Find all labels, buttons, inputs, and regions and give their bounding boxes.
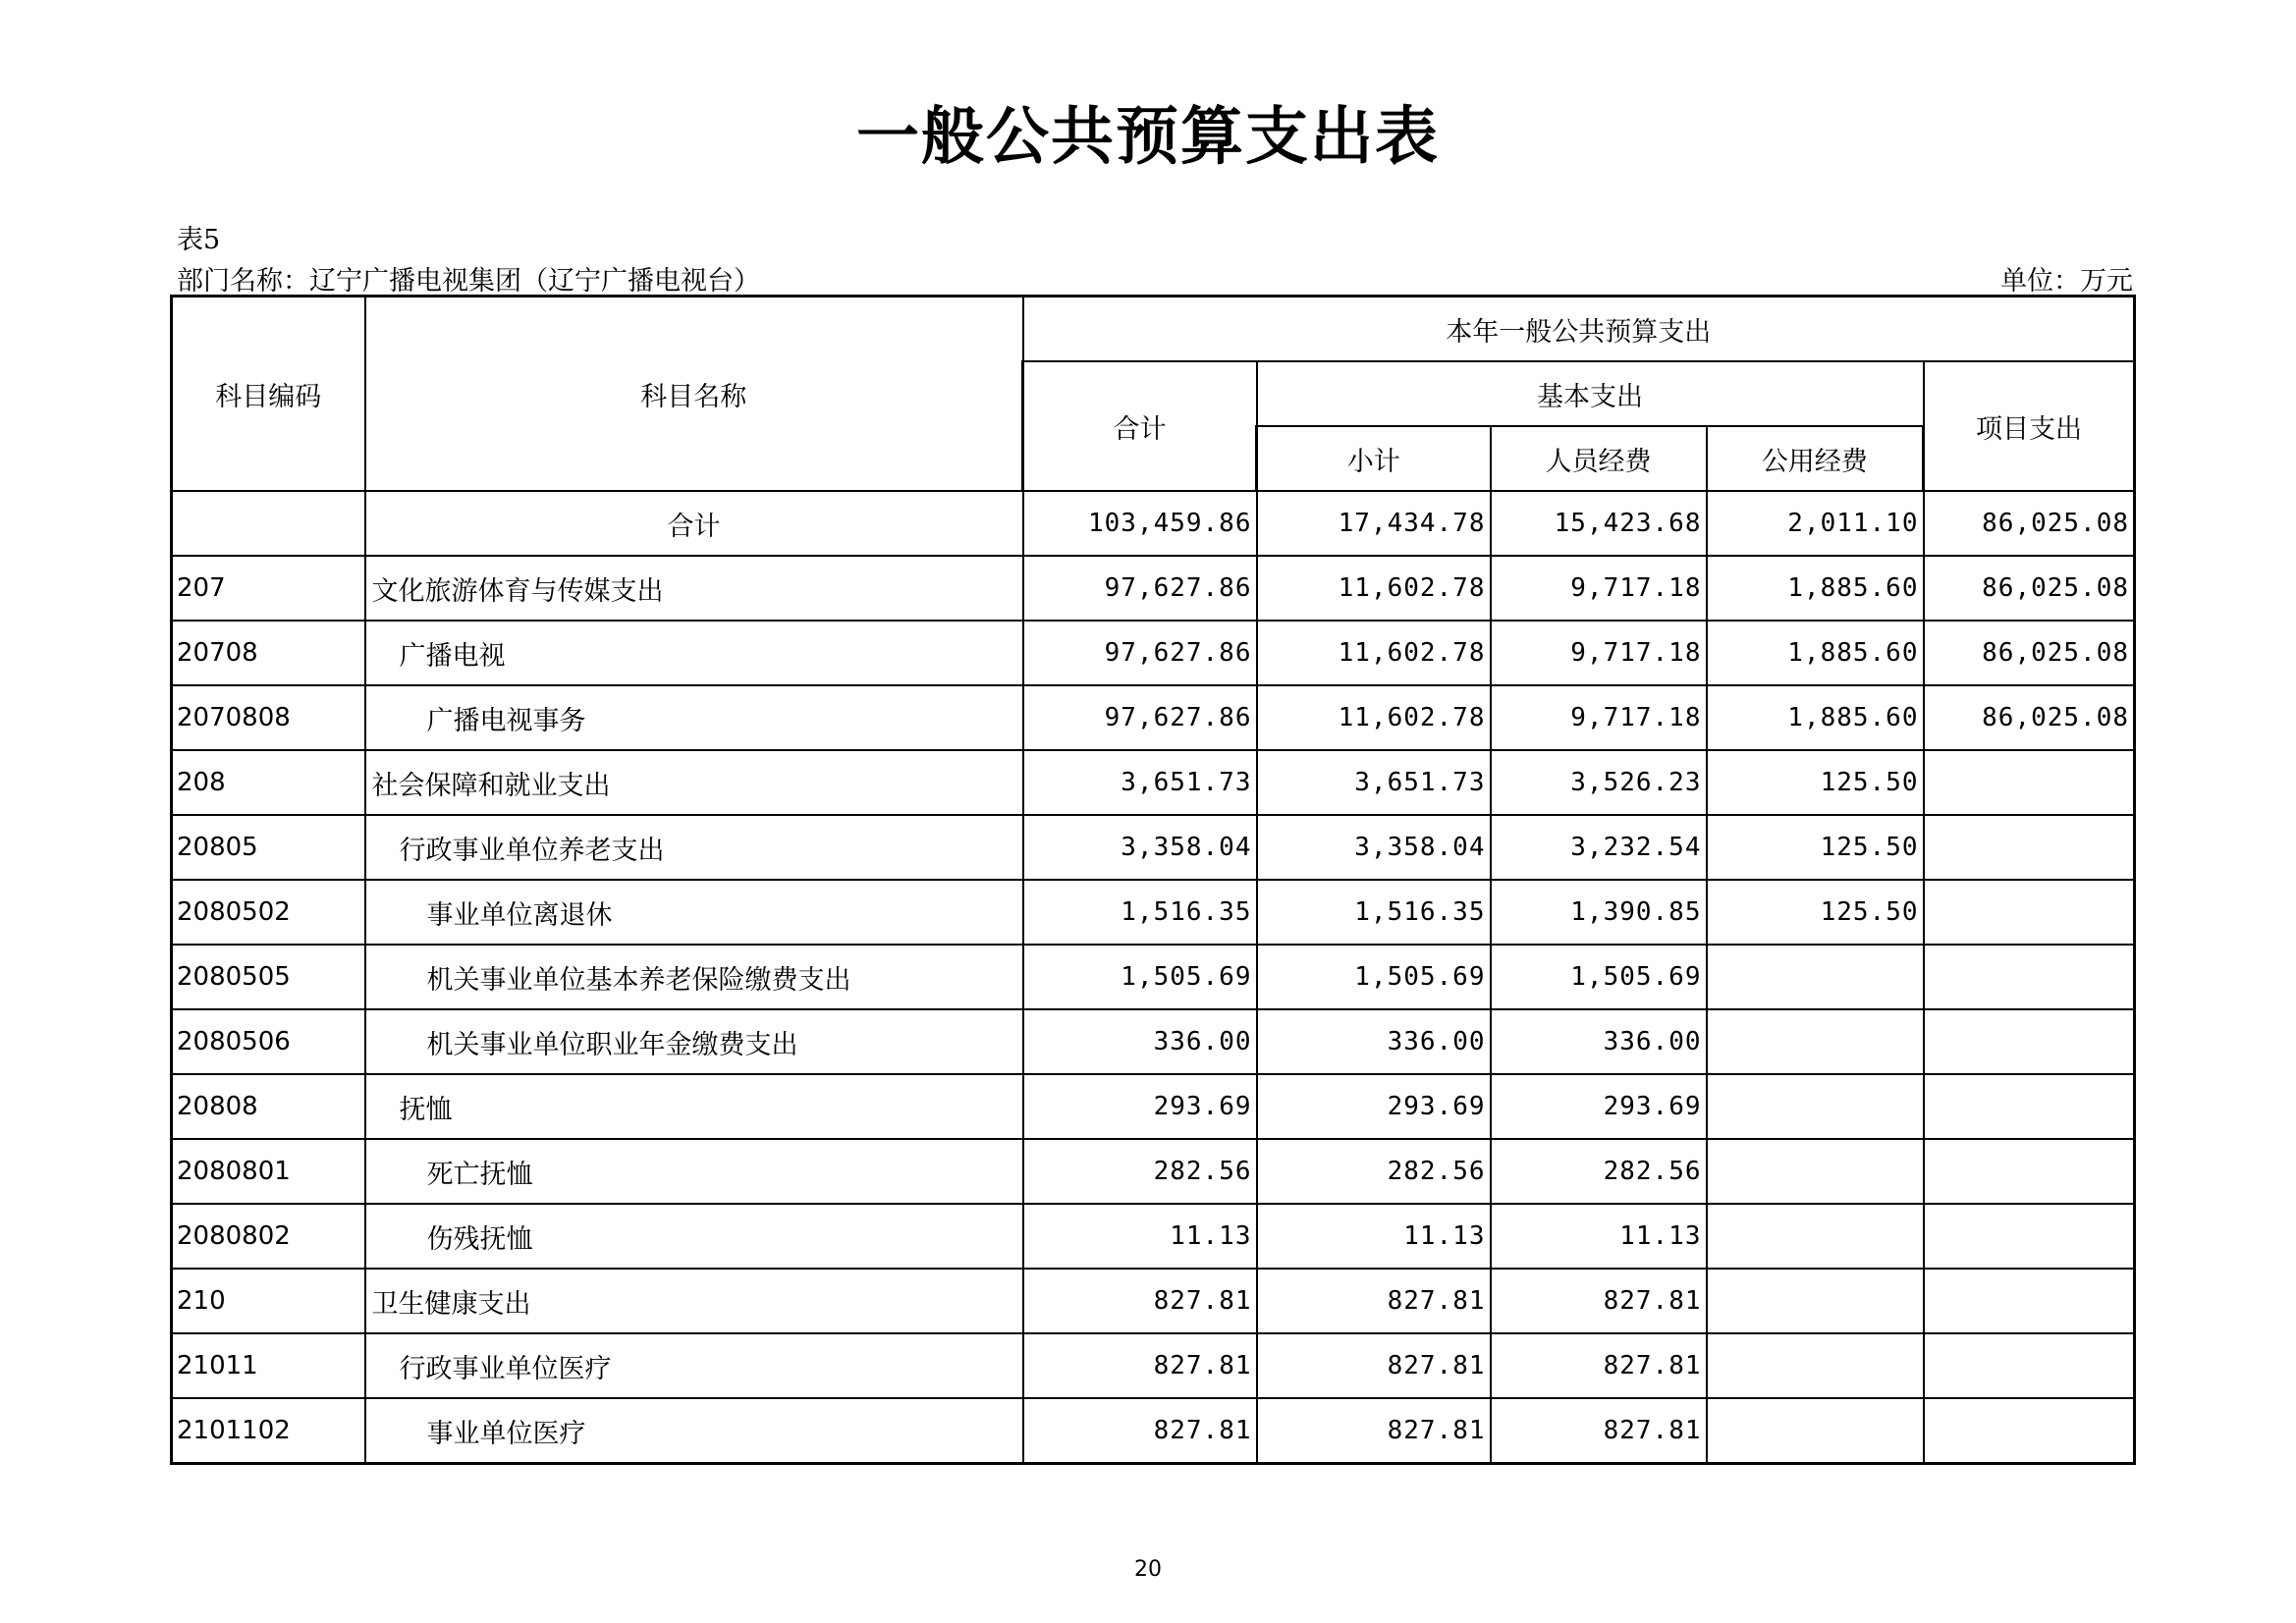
department-name: 部门名称：辽宁广播电视集团（辽宁广播电视台） bbox=[177, 266, 760, 297]
row-project bbox=[1924, 945, 2135, 1009]
table-row bbox=[172, 1074, 2135, 1139]
row-name: 机关事业单位基本养老保险缴费支出 bbox=[365, 945, 1023, 1009]
row-subtotal: 11,602.78 bbox=[1257, 621, 1491, 685]
row-total: 1,505.69 bbox=[1023, 945, 1257, 1009]
header-public: 公用经费 bbox=[1707, 426, 1924, 491]
table-row bbox=[172, 1333, 2135, 1398]
row-public: 1,885.60 bbox=[1707, 621, 1924, 685]
header-name: 科目名称 bbox=[365, 297, 1023, 492]
row-name: 卫生健康支出 bbox=[365, 1269, 1023, 1333]
row-project bbox=[1924, 1074, 2135, 1139]
row-subtotal: 11,602.78 bbox=[1257, 556, 1491, 621]
row-personnel: 336.00 bbox=[1491, 1009, 1707, 1074]
row-public bbox=[1707, 945, 1924, 1009]
row-total: 97,627.86 bbox=[1023, 621, 1257, 685]
row-personnel: 9,717.18 bbox=[1491, 621, 1707, 685]
row-code: 207 bbox=[172, 556, 365, 621]
header-group: 本年一般公共预算支出 bbox=[1023, 297, 2135, 362]
row-project bbox=[1924, 1333, 2135, 1398]
table-row bbox=[172, 685, 2135, 750]
row-public bbox=[1707, 1398, 1924, 1464]
row-total: 293.69 bbox=[1023, 1074, 1257, 1139]
row-subtotal: 11.13 bbox=[1257, 1204, 1491, 1269]
row-code: 20805 bbox=[172, 815, 365, 880]
row-code: 2070808 bbox=[172, 685, 365, 750]
row-project bbox=[1924, 880, 2135, 945]
table-row bbox=[172, 1009, 2135, 1074]
row-total: 1,516.35 bbox=[1023, 880, 1257, 945]
table-row bbox=[172, 880, 2135, 945]
budget-table bbox=[170, 295, 2136, 1465]
row-code: 2080802 bbox=[172, 1204, 365, 1269]
total-row bbox=[172, 491, 2135, 556]
row-subtotal: 336.00 bbox=[1257, 1009, 1491, 1074]
row-subtotal: 827.81 bbox=[1257, 1269, 1491, 1333]
row-total: 97,627.86 bbox=[1023, 685, 1257, 750]
header-total: 合计 bbox=[1023, 361, 1257, 491]
table-row bbox=[172, 1204, 2135, 1269]
table-row bbox=[172, 556, 2135, 621]
row-project bbox=[1924, 1398, 2135, 1464]
row-public: 125.50 bbox=[1707, 880, 1924, 945]
row-personnel: 1,390.85 bbox=[1491, 880, 1707, 945]
total-label: 合计 bbox=[365, 491, 1023, 556]
row-personnel: 827.81 bbox=[1491, 1398, 1707, 1464]
row-total: 827.81 bbox=[1023, 1333, 1257, 1398]
unit-label: 单位：万元 bbox=[2000, 266, 2133, 297]
table-row bbox=[172, 1139, 2135, 1204]
row-code: 2101102 bbox=[172, 1398, 365, 1464]
row-code: 2080801 bbox=[172, 1139, 365, 1204]
row-personnel: 293.69 bbox=[1491, 1074, 1707, 1139]
row-public: 125.50 bbox=[1707, 750, 1924, 815]
header-subtotal: 小计 bbox=[1257, 426, 1491, 491]
row-name: 行政事业单位医疗 bbox=[365, 1333, 1023, 1398]
row-total: 11.13 bbox=[1023, 1204, 1257, 1269]
row-name: 事业单位离退休 bbox=[365, 880, 1023, 945]
table-row bbox=[172, 815, 2135, 880]
row-name: 伤残抚恤 bbox=[365, 1204, 1023, 1269]
page-number: 20 bbox=[1134, 1557, 1162, 1582]
row-personnel: 1,505.69 bbox=[1491, 945, 1707, 1009]
row-public bbox=[1707, 1139, 1924, 1204]
row-personnel: 827.81 bbox=[1491, 1333, 1707, 1398]
total-project: 86,025.08 bbox=[1924, 491, 2135, 556]
row-code: 21011 bbox=[172, 1333, 365, 1398]
row-total: 282.56 bbox=[1023, 1139, 1257, 1204]
row-name: 文化旅游体育与传媒支出 bbox=[365, 556, 1023, 621]
total-subtotal: 17,434.78 bbox=[1257, 491, 1491, 556]
row-public bbox=[1707, 1074, 1924, 1139]
total-public: 2,011.10 bbox=[1707, 491, 1924, 556]
row-code: 2080506 bbox=[172, 1009, 365, 1074]
table-row bbox=[172, 621, 2135, 685]
table-number: 表5 bbox=[177, 225, 221, 255]
row-public bbox=[1707, 1204, 1924, 1269]
row-total: 827.81 bbox=[1023, 1398, 1257, 1464]
row-name: 社会保障和就业支出 bbox=[365, 750, 1023, 815]
row-subtotal: 1,505.69 bbox=[1257, 945, 1491, 1009]
row-subtotal: 3,358.04 bbox=[1257, 815, 1491, 880]
row-personnel: 11.13 bbox=[1491, 1204, 1707, 1269]
header-basic-group: 基本支出 bbox=[1257, 361, 1924, 426]
row-personnel: 3,526.23 bbox=[1491, 750, 1707, 815]
row-personnel: 3,232.54 bbox=[1491, 815, 1707, 880]
row-name: 广播电视事务 bbox=[365, 685, 1023, 750]
row-project bbox=[1924, 1269, 2135, 1333]
row-name: 广播电视 bbox=[365, 621, 1023, 685]
total-code-cell bbox=[172, 491, 365, 556]
row-personnel: 9,717.18 bbox=[1491, 685, 1707, 750]
row-project: 86,025.08 bbox=[1924, 621, 2135, 685]
row-name: 死亡抚恤 bbox=[365, 1139, 1023, 1204]
row-project: 86,025.08 bbox=[1924, 685, 2135, 750]
header-code: 科目编码 bbox=[172, 297, 365, 492]
table-row bbox=[172, 1269, 2135, 1333]
row-total: 336.00 bbox=[1023, 1009, 1257, 1074]
row-personnel: 9,717.18 bbox=[1491, 556, 1707, 621]
row-public: 125.50 bbox=[1707, 815, 1924, 880]
row-subtotal: 3,651.73 bbox=[1257, 750, 1491, 815]
row-public bbox=[1707, 1009, 1924, 1074]
row-name: 事业单位医疗 bbox=[365, 1398, 1023, 1464]
row-personnel: 827.81 bbox=[1491, 1269, 1707, 1333]
row-project bbox=[1924, 815, 2135, 880]
row-total: 3,358.04 bbox=[1023, 815, 1257, 880]
header-personnel: 人员经费 bbox=[1491, 426, 1707, 491]
row-code: 210 bbox=[172, 1269, 365, 1333]
row-code: 20708 bbox=[172, 621, 365, 685]
row-code: 2080505 bbox=[172, 945, 365, 1009]
header-project: 项目支出 bbox=[1924, 361, 2135, 491]
row-name: 行政事业单位养老支出 bbox=[365, 815, 1023, 880]
row-public bbox=[1707, 1333, 1924, 1398]
table-row bbox=[172, 1398, 2135, 1464]
table-row bbox=[172, 945, 2135, 1009]
total-total: 103,459.86 bbox=[1023, 491, 1257, 556]
row-code: 208 bbox=[172, 750, 365, 815]
row-code: 20808 bbox=[172, 1074, 365, 1139]
row-public: 1,885.60 bbox=[1707, 685, 1924, 750]
row-public: 1,885.60 bbox=[1707, 556, 1924, 621]
row-public bbox=[1707, 1269, 1924, 1333]
row-name: 抚恤 bbox=[365, 1074, 1023, 1139]
row-project bbox=[1924, 1139, 2135, 1204]
row-total: 3,651.73 bbox=[1023, 750, 1257, 815]
row-subtotal: 827.81 bbox=[1257, 1333, 1491, 1398]
row-project: 86,025.08 bbox=[1924, 556, 2135, 621]
table-row bbox=[172, 750, 2135, 815]
row-name: 机关事业单位职业年金缴费支出 bbox=[365, 1009, 1023, 1074]
row-personnel: 282.56 bbox=[1491, 1139, 1707, 1204]
total-personnel: 15,423.68 bbox=[1491, 491, 1707, 556]
row-subtotal: 1,516.35 bbox=[1257, 880, 1491, 945]
page-title: 一般公共预算支出表 bbox=[856, 100, 1440, 174]
row-total: 827.81 bbox=[1023, 1269, 1257, 1333]
row-total: 97,627.86 bbox=[1023, 556, 1257, 621]
row-project bbox=[1924, 1009, 2135, 1074]
row-subtotal: 282.56 bbox=[1257, 1139, 1491, 1204]
row-subtotal: 827.81 bbox=[1257, 1398, 1491, 1464]
row-code: 2080502 bbox=[172, 880, 365, 945]
row-subtotal: 293.69 bbox=[1257, 1074, 1491, 1139]
row-project bbox=[1924, 750, 2135, 815]
row-project bbox=[1924, 1204, 2135, 1269]
row-subtotal: 11,602.78 bbox=[1257, 685, 1491, 750]
